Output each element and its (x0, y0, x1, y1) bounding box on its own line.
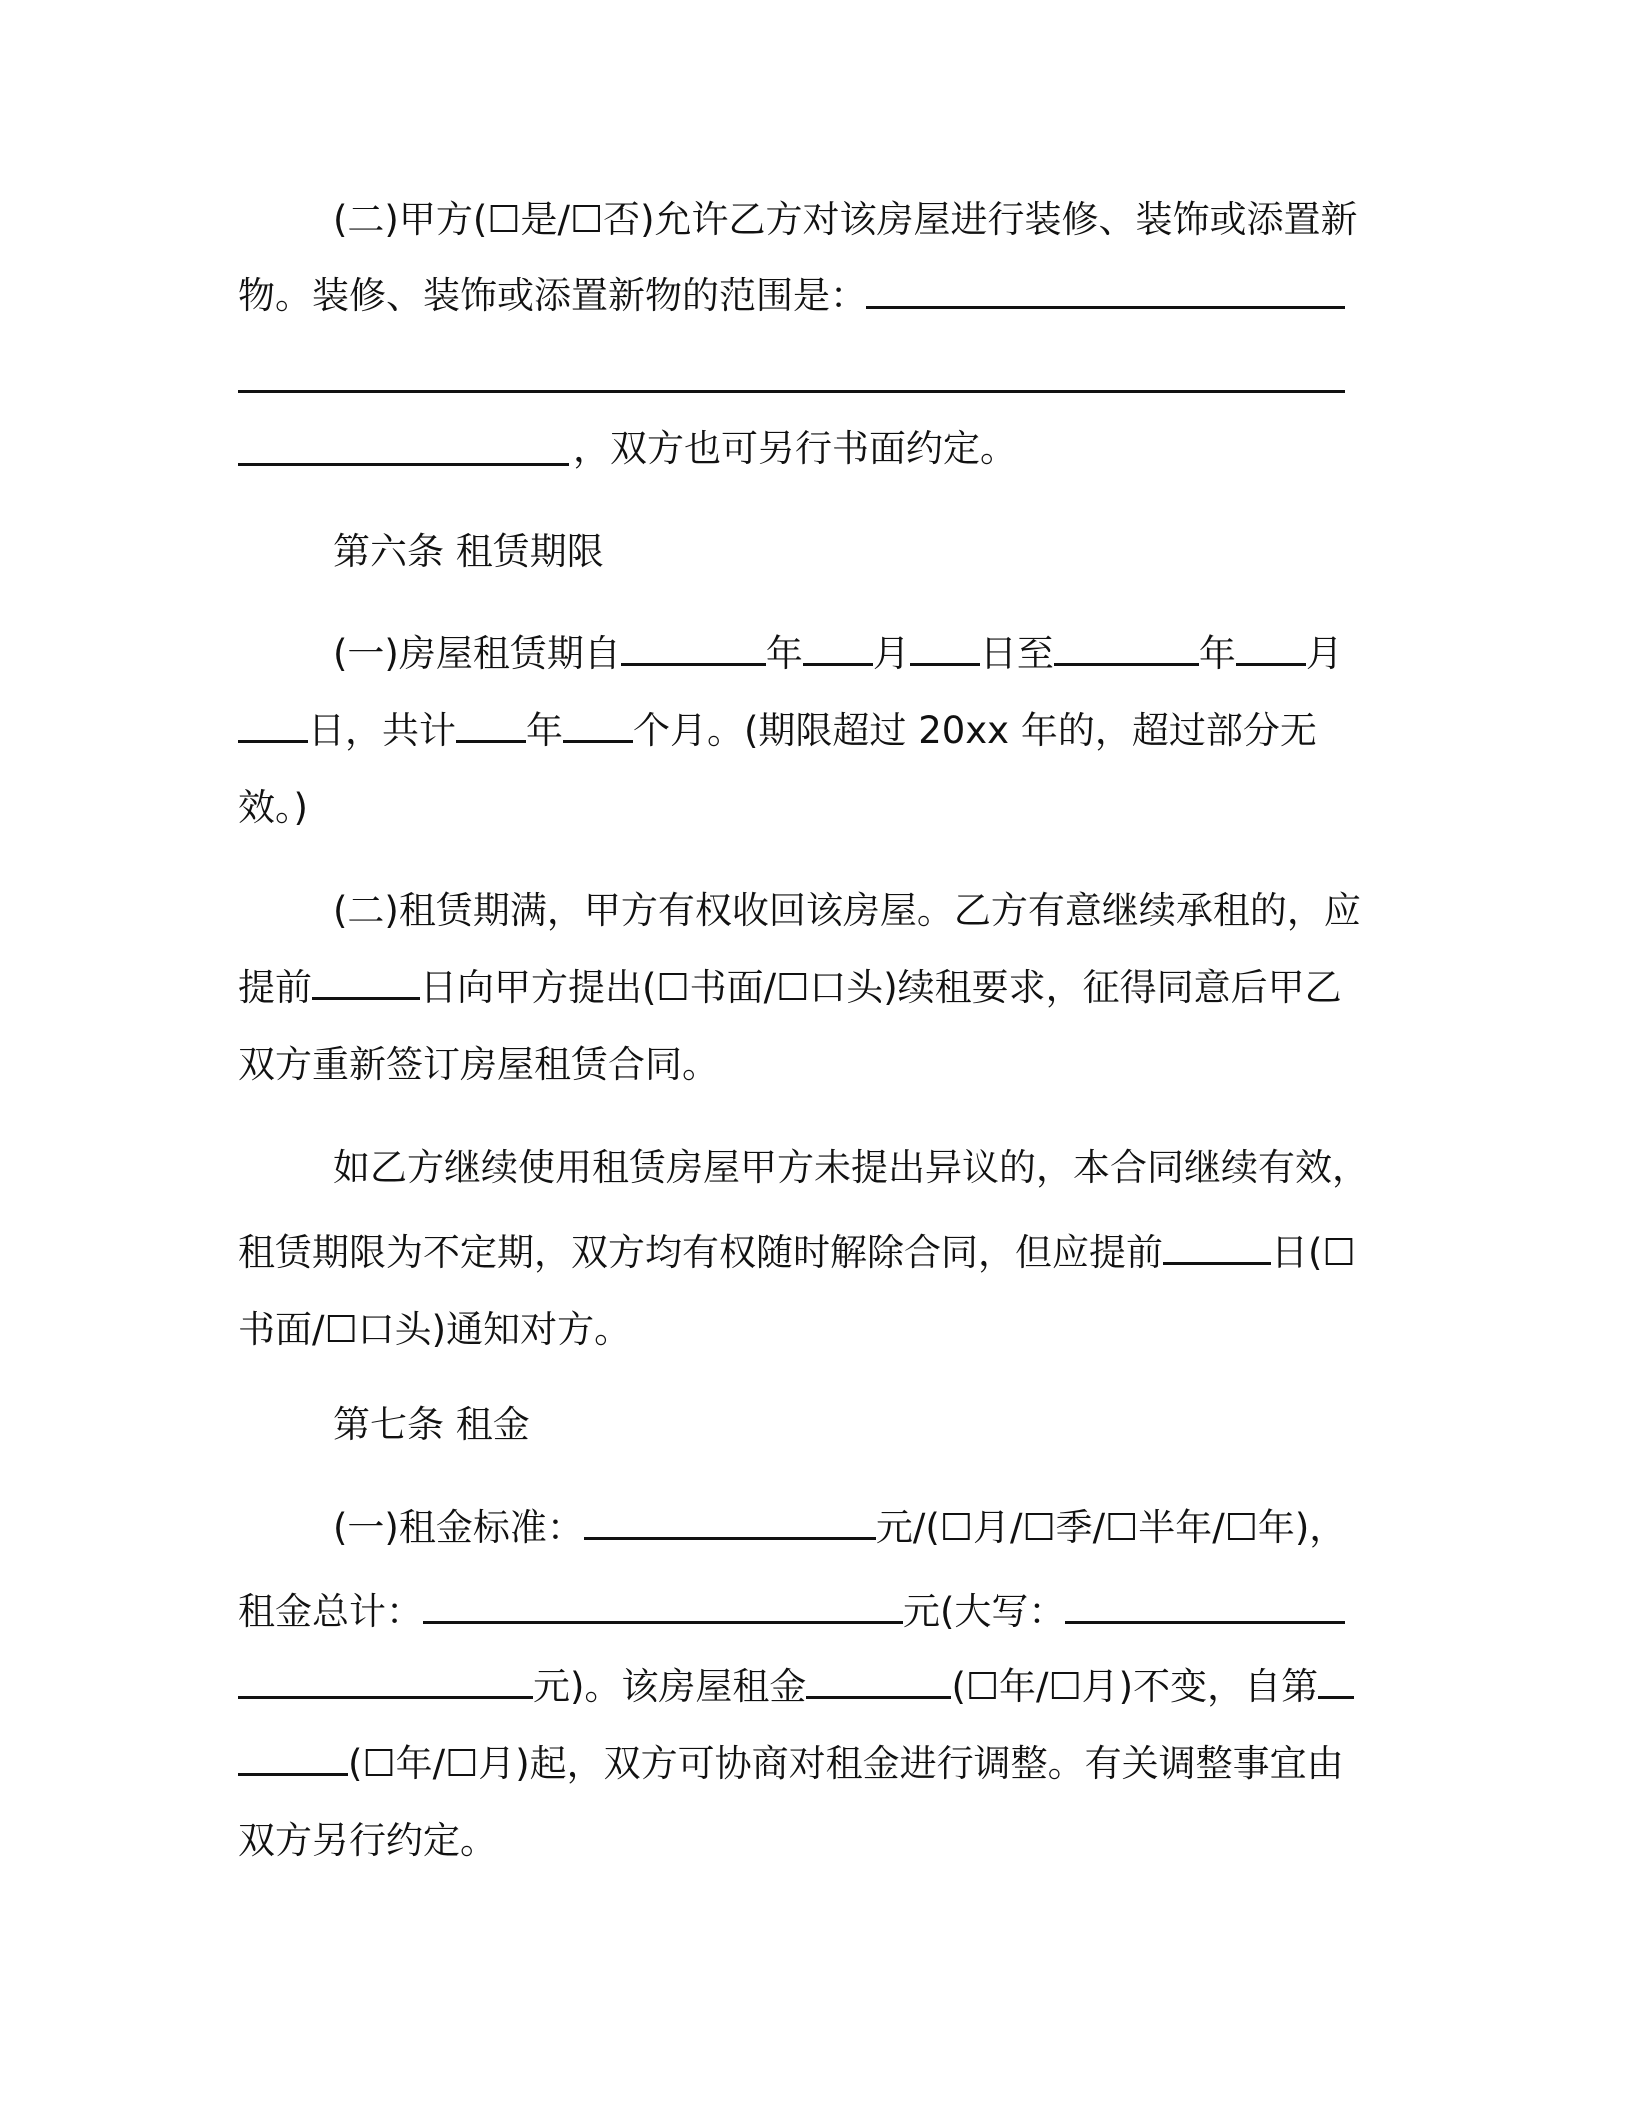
paragraph-text: 双方另行约定。 (238, 1819, 497, 1862)
paragraph-text: 日，共计 (308, 709, 456, 752)
paragraph-line (238, 1663, 1354, 1711)
article-title-text: 第七条 租金 (333, 1403, 530, 1446)
paragraph-line (238, 1740, 1344, 1788)
paragraph-line (238, 707, 1317, 755)
paragraph-text: ，双方也可另行书面约定。 (573, 427, 1017, 470)
paragraph-text: (☐年/☐月)起，双方可协商对租金进行调整。有关调整事宜由 (348, 1742, 1344, 1785)
paragraph-text: 租金总计： (238, 1590, 423, 1633)
fill-in-blank[interactable] (423, 1592, 903, 1624)
fill-in-blank[interactable] (806, 1667, 951, 1699)
fill-in-blank[interactable] (1065, 1592, 1345, 1624)
fill-in-blank[interactable] (238, 711, 308, 743)
paragraph-line (238, 784, 308, 832)
fill-in-blank[interactable] (621, 634, 766, 666)
paragraph-line (333, 196, 1358, 244)
paragraph-text: 如乙方继续使用租赁房屋甲方未提出异议的，本合同继续有效， (333, 1146, 1369, 1189)
paragraph-text: (一)租金标准： (333, 1506, 584, 1549)
article-title-text: 第六条 租赁期限 (333, 530, 604, 573)
paragraph-text: 个月。(期限超过 20xx 年的，超过部分无 (633, 709, 1317, 752)
paragraph-text: (二)甲方(☐是/☐否)允许乙方对该房屋进行装修、装饰或添置新 (333, 198, 1358, 241)
article-title (333, 528, 604, 576)
fill-in-blank[interactable] (1318, 1667, 1354, 1699)
paragraph-text: 元)。该房屋租金 (533, 1665, 807, 1708)
fill-in-blank[interactable] (312, 968, 420, 1000)
paragraph-text: 双方重新签订房屋租赁合同。 (238, 1043, 719, 1086)
paragraph-text: 提前 (238, 966, 312, 1009)
fill-in-blank[interactable] (456, 711, 526, 743)
paragraph-line (238, 1229, 1356, 1277)
paragraph-line (238, 1817, 497, 1865)
fill-in-blank[interactable] (1236, 634, 1306, 666)
paragraph-text: 租赁期限为不定期，双方均有权随时解除合同，但应提前 (238, 1231, 1163, 1274)
article-title (333, 1401, 530, 1449)
paragraph-text: 年 (526, 709, 563, 752)
paragraph-text: (一)房屋租赁期自 (333, 632, 621, 675)
paragraph-line (238, 1306, 631, 1354)
paragraph-text: 效。) (238, 786, 308, 829)
paragraph-text: 物。装修、装饰或添置新物的范围是： (238, 274, 867, 317)
paragraph-text: 年 (1198, 632, 1236, 675)
paragraph-text: 月 (872, 632, 910, 675)
paragraph-line (333, 630, 1343, 678)
paragraph-line (333, 1504, 1346, 1552)
fill-in-blank[interactable] (803, 634, 873, 666)
paragraph-line (238, 272, 867, 320)
fill-in-blank[interactable] (910, 634, 980, 666)
paragraph-line (238, 964, 1342, 1012)
paragraph-text: 书面/☐口头)通知对方。 (238, 1308, 632, 1351)
paragraph-line (238, 1588, 1345, 1636)
fill-in-blank[interactable] (238, 390, 1345, 393)
paragraph-text: 元(大写： (903, 1590, 1066, 1633)
fill-in-blank[interactable] (584, 1508, 876, 1540)
paragraph-text: 日(☐ (1271, 1231, 1356, 1274)
paragraph-text: 年 (765, 632, 803, 675)
fill-in-blank[interactable] (866, 306, 1345, 309)
fill-in-blank[interactable] (563, 711, 633, 743)
fill-in-blank[interactable] (1054, 634, 1199, 666)
paragraph-line (333, 887, 1361, 935)
paragraph-text: (☐年/☐月)不变，自第 (951, 1665, 1319, 1708)
paragraph-text: 元/(☐月/☐季/☐半年/☐年)， (875, 1506, 1347, 1549)
paragraph-line (238, 1041, 719, 1089)
paragraph-text: 日向甲方提出(☐书面/☐口头)续租要求，征得同意后甲乙 (420, 966, 1342, 1009)
paragraph-text: (二)租赁期满，甲方有权收回该房屋。乙方有意继续承租的，应 (333, 889, 1361, 932)
fill-in-blank[interactable] (238, 1744, 348, 1776)
fill-in-blank[interactable] (1163, 1233, 1271, 1265)
paragraph-text: 月 (1305, 632, 1343, 675)
fill-in-blank[interactable] (238, 463, 569, 466)
fill-in-blank[interactable] (238, 1667, 533, 1699)
paragraph-line (573, 425, 1017, 473)
paragraph-line (333, 1144, 1369, 1192)
paragraph-text: 日至 (979, 632, 1054, 675)
